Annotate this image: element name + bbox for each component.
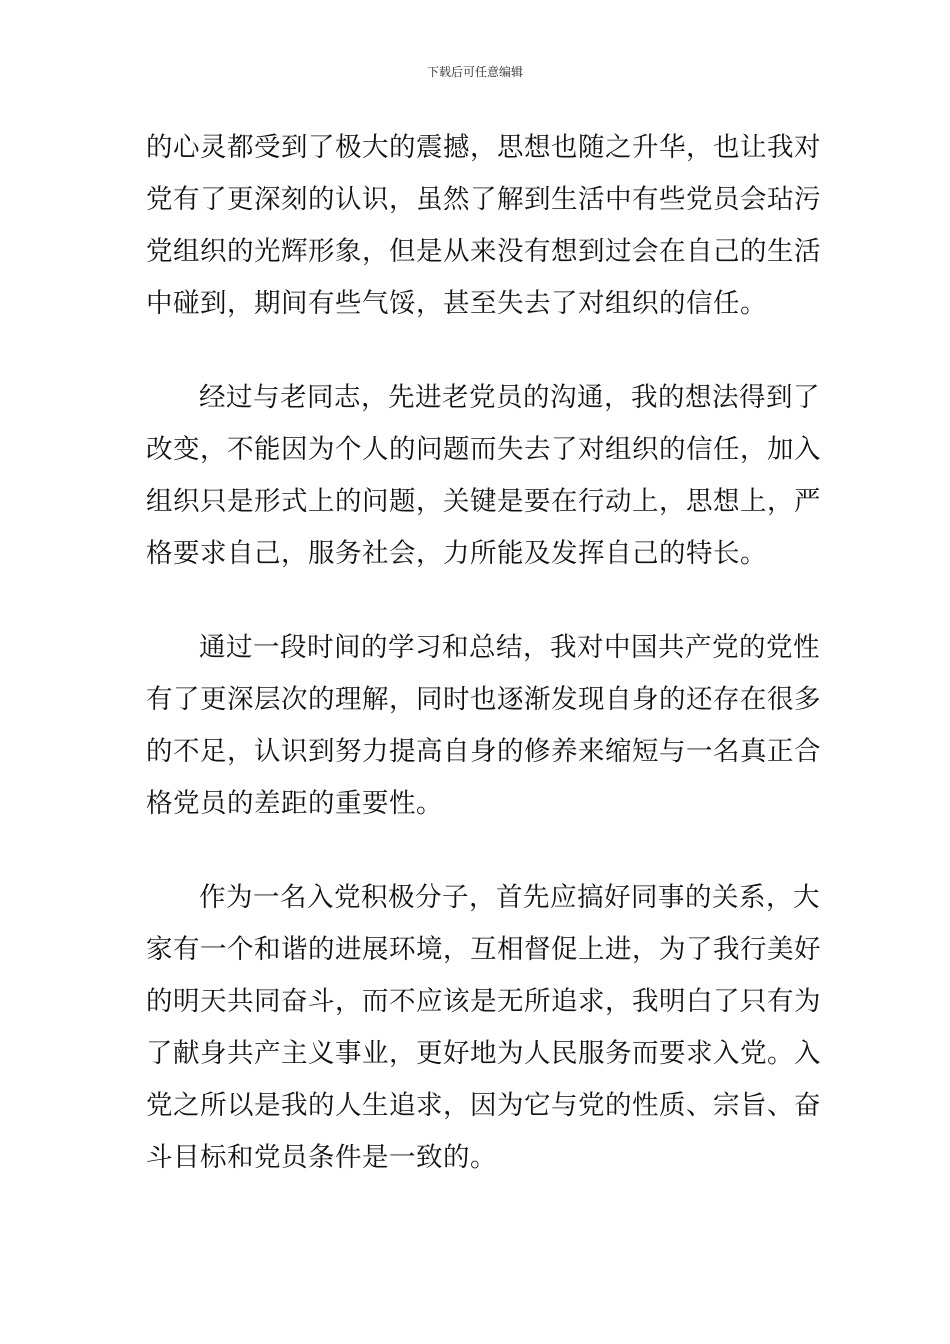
paragraph-line: 党之所以是我的人生追求，因为它与党的性质、宗旨、奋 [146,1090,821,1121]
paragraph-line: 了献身共产主义事业，更好地为人民服务而要求入党。入 [146,1038,821,1069]
paragraph-line: 斗目标和党员条件是一致的。 [146,1142,497,1173]
paragraph-line: 有了更深层次的理解，同时也逐渐发现自身的还存在很多 [146,684,821,715]
paragraph-line: 经过与老同志，先进老党员的沟通，我的想法得到了 [199,382,820,413]
page-header-note: 下载后可任意编辑 [426,65,523,79]
paragraph-line: 格党员的差距的重要性。 [146,788,443,819]
paragraph-line: 组织只是形式上的问题，关键是要在行动上，思想上，严 [146,486,821,517]
paragraph-line: 党组织的光辉形象，但是从来没有想到过会在自己的生活 [146,236,821,267]
paragraph-line: 的不足，认识到努力提高自身的修养来缩短与一名真正合 [146,736,821,767]
paragraph-1 [146,122,821,330]
paragraph-line: 作为一名入党积极分子，首先应搞好同事的关系，大 [199,882,820,913]
paragraph-line: 的明天共同奋斗，而不应该是无所追求，我明白了只有为 [146,986,821,1017]
paragraph-line: 党有了更深刻的认识，虽然了解到生活中有些党员会玷污 [146,184,821,215]
paragraph-line: 的心灵都受到了极大的震撼，思想也随之升华，也让我对 [146,132,821,163]
paragraph-line: 家有一个和谐的进展环境，互相督促上进，为了我行美好 [146,934,821,965]
paragraph-line: 改变，不能因为个人的问题而失去了对组织的信任，加入 [146,434,821,465]
paragraph-line: 中碰到，期间有些气馁，甚至失去了对组织的信任。 [146,288,767,319]
paragraph-3 [146,622,821,830]
paragraph-line: 通过一段时间的学习和总结，我对中国共产党的党性 [199,632,820,663]
document-body [146,122,821,1184]
paragraph-line: 格要求自己，服务社会，力所能及发挥自己的特长。 [146,538,767,569]
paragraph-4 [146,872,821,1184]
paragraph-2 [146,372,821,580]
